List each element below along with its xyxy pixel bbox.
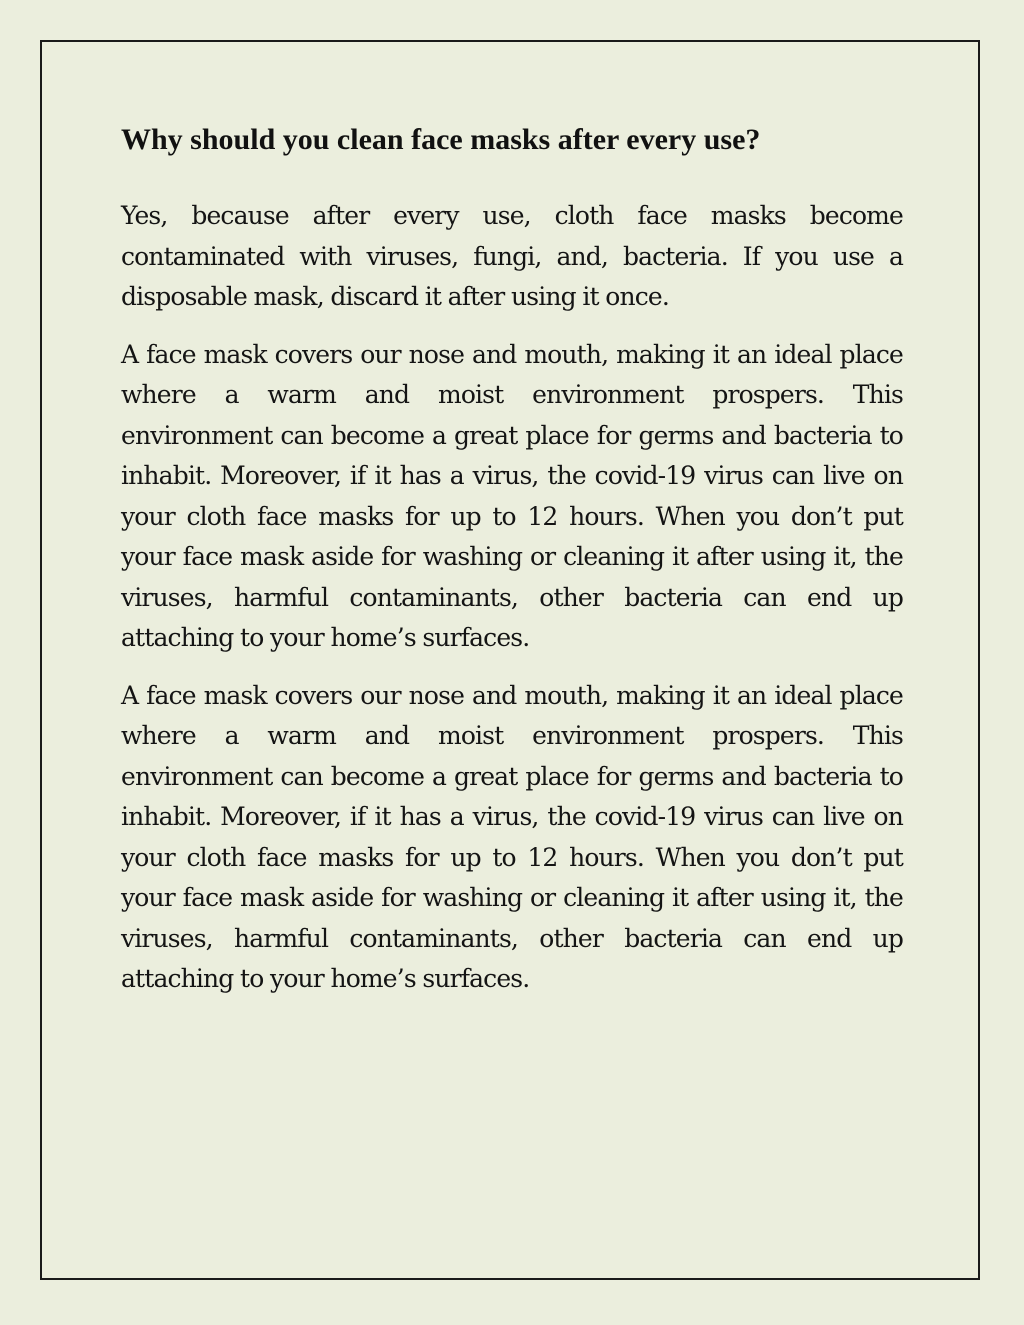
document-body bbox=[121, 118, 903, 1017]
paragraph-2: A face mask covers our nose and mouth, making it an ideal place where a warm and moist environment prospers. This environment can become a great place for germs and bacteria to inhabit. Moreover, if it has a virus, the covid-19 virus can live on your cloth face masks for up to 12 hours. When you don’t put your face mask aside for washing or cleaning it after using it, the viruses, harmful contaminants, other bacteria can end up attaching to your home’s surfaces. bbox=[121, 339, 903, 652]
paragraph-3: A face mask covers our nose and mouth, making it an ideal place where a warm and moist environment prospers. This environment can become a great place for germs and bacteria to inhabit. Moreover, if it has a virus, the covid-19 virus can live on your cloth face masks for up to 12 hours. When you don’t put your face mask aside for washing or cleaning it after using it, the viruses, harmful contaminants, other bacteria can end up attaching to your home’s surfaces. bbox=[121, 680, 903, 993]
document-title: Why should you clean face masks after every use? bbox=[121, 123, 761, 156]
paragraph-1: Yes, because after every use, cloth face masks become contaminated with viruses, fungi, and, bacteria. If you use a disposable mask, discard it after using it once. bbox=[121, 201, 903, 311]
